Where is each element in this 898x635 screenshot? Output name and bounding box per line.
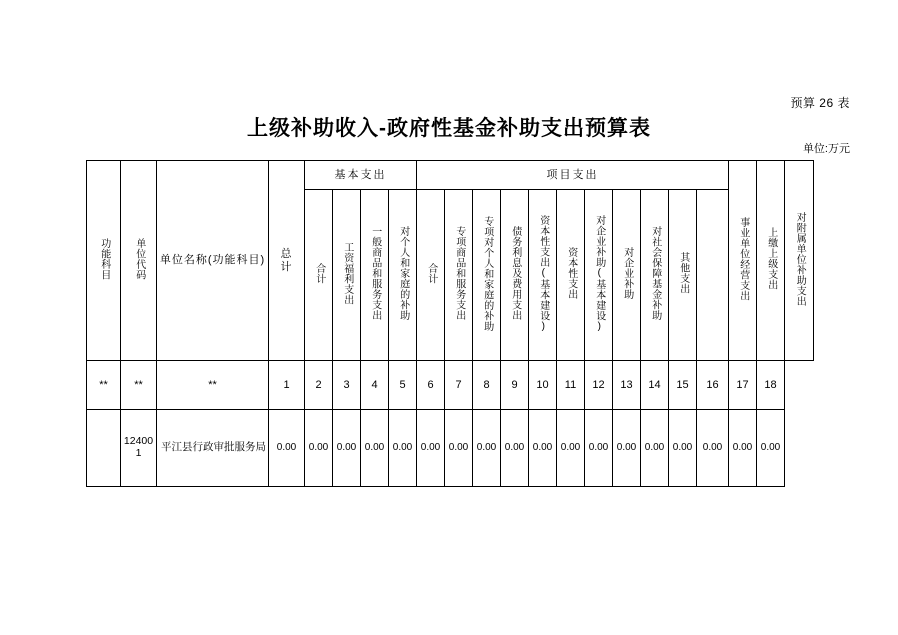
cell-unit-name: 平江县行政审批服务局	[157, 410, 269, 487]
cell-enterprise-subsidy: 0.00	[613, 410, 641, 487]
header-debt-interest-fees: 债务利息及费用支出	[501, 190, 529, 361]
num-cell: 9	[501, 361, 529, 410]
header-project-total: 合计	[417, 190, 445, 361]
cell-general-goods-services: 0.00	[361, 410, 389, 487]
header-unit-name: 单位名称(功能科目)	[157, 161, 269, 361]
header-capital-expenditure: 资本性支出	[557, 190, 585, 361]
num-cell: 7	[445, 361, 473, 410]
cell-subsidy-to-affiliated: 0.00	[757, 410, 785, 487]
cell-total: 0.00	[269, 410, 305, 487]
header-salary-welfare: 工资福利支出	[333, 190, 361, 361]
table-row-column-numbers	[87, 361, 814, 410]
header-general-goods-services: 一般商品和服务支出	[361, 190, 389, 361]
num-cell: 16	[697, 361, 729, 410]
num-cell: 17	[729, 361, 757, 410]
num-cell: 6	[417, 361, 445, 410]
header-total: 总 计	[269, 161, 305, 361]
header-special-subsidy-individuals-families: 专项对个人和家庭的补助	[473, 190, 501, 361]
num-cell: 10	[529, 361, 557, 410]
header-business-unit-operating: 事业单位经营支出	[729, 161, 757, 361]
header-subsidy-to-affiliated: 对附属单位补助支出	[785, 161, 814, 361]
cell-other-expenditure: 0.00	[669, 410, 697, 487]
page-title: 上级补助收入-政府性基金补助支出预算表	[247, 117, 651, 140]
num-cell: 4	[361, 361, 389, 410]
num-cell: 13	[613, 361, 641, 410]
header-social-security-fund-subsidy: 对社会保障基金补助	[641, 190, 669, 361]
cell-debt-interest-fees: 0.00	[501, 410, 529, 487]
header-special-goods-services: 专项商品和服务支出	[445, 190, 473, 361]
header-group-basic: 基本支出	[305, 161, 417, 190]
table-header-group-row	[87, 161, 814, 190]
header-basic-total: 合计	[305, 190, 333, 361]
num-cell: 8	[473, 361, 501, 410]
num-cell: **	[121, 361, 157, 410]
cell-special-goods-services: 0.00	[445, 410, 473, 487]
unit-note: 单位:万元	[802, 143, 850, 155]
cell-enterprise-subsidy-construction: 0.00	[585, 410, 613, 487]
budget-table	[86, 160, 814, 487]
header-functional-subject: 功能科目	[87, 161, 121, 361]
num-cell: 3	[333, 361, 361, 410]
cell-functional-subject	[87, 410, 121, 487]
cell-special-subsidy-individuals-families: 0.00	[473, 410, 501, 487]
num-cell: **	[87, 361, 121, 410]
header-subsidy-individuals-families: 对个人和家庭的补助	[389, 190, 417, 361]
cell-project-total: 0.00	[417, 410, 445, 487]
cell-social-security-fund-subsidy: 0.00	[641, 410, 669, 487]
budget-table-wrapper	[86, 160, 814, 487]
num-cell: 12	[585, 361, 613, 410]
cell-business-unit-operating: 0.00	[697, 410, 729, 487]
header-group-project: 项目支出	[417, 161, 729, 190]
num-cell: **	[157, 361, 269, 410]
num-cell: 11	[557, 361, 585, 410]
header-payment-to-superior: 上缴上级支出	[757, 161, 785, 361]
form-number: 预算 26 表	[790, 96, 850, 110]
header-other-expenditure: 其他支出	[669, 190, 697, 361]
num-cell: 15	[669, 361, 697, 410]
header-unit-code: 单位代码	[121, 161, 157, 361]
cell-payment-to-superior: 0.00	[729, 410, 757, 487]
cell-capital-expenditure-construction: 0.00	[529, 410, 557, 487]
num-cell: 14	[641, 361, 669, 410]
header-capital-expenditure-construction: 资本性支出(基本建设)	[529, 190, 557, 361]
num-cell: 1	[269, 361, 305, 410]
header-enterprise-subsidy: 对企业补助	[613, 190, 641, 361]
cell-subsidy-individuals-families: 0.00	[389, 410, 417, 487]
num-cell: 5	[389, 361, 417, 410]
num-cell: 18	[757, 361, 785, 410]
num-cell: 2	[305, 361, 333, 410]
cell-capital-expenditure: 0.00	[557, 410, 585, 487]
table-row	[87, 410, 814, 487]
cell-unit-code: 124001	[121, 410, 157, 487]
header-enterprise-subsidy-construction: 对企业补助(基本建设)	[585, 190, 613, 361]
cell-basic-total: 0.00	[305, 410, 333, 487]
cell-salary-welfare: 0.00	[333, 410, 361, 487]
